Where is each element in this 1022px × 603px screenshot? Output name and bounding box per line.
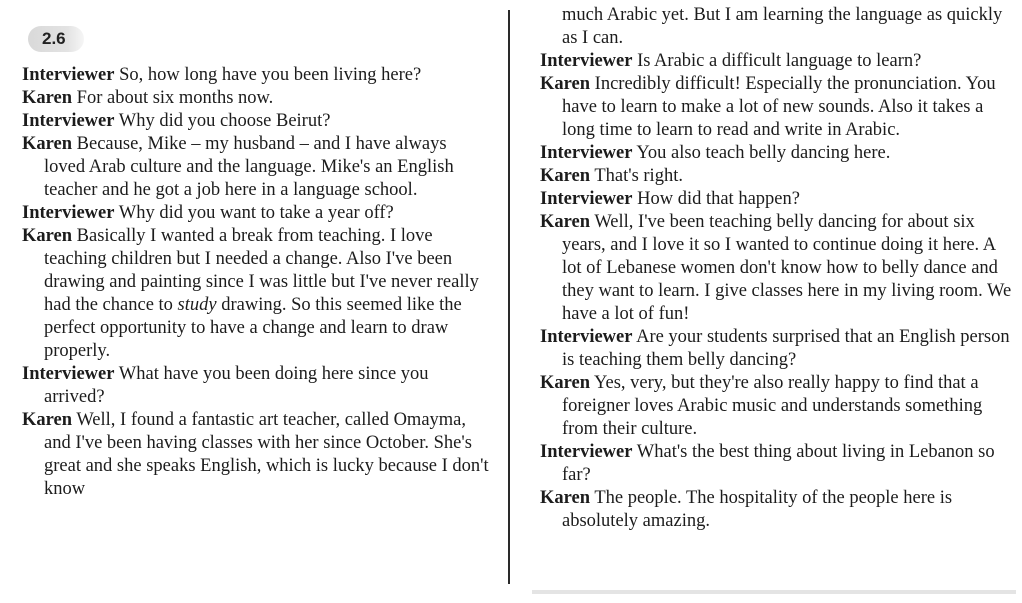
dialogue-text: Yes, very, but they're also really happy to find that a foreigner loves Arabic music and understands something from their culture. <box>562 373 983 439</box>
speaker-label: Interviewer <box>540 189 633 209</box>
dialogue-turn <box>540 165 1016 188</box>
speaker-label: Karen <box>540 488 591 508</box>
section-number-badge: 2.6 <box>28 26 84 52</box>
speaker-label: Karen <box>22 226 73 246</box>
dialogue-text: What's the best thing about living in Lebanon so far? <box>562 442 995 485</box>
speaker-label: Karen <box>540 212 591 232</box>
speaker-label: Interviewer <box>540 442 633 462</box>
speaker-label: Interviewer <box>540 327 633 347</box>
dialogue-turn <box>22 133 492 202</box>
speaker-label: Karen <box>22 88 73 108</box>
dialogue-text: For about six months now. <box>76 88 274 108</box>
dialogue-text: Why did you choose Beirut? <box>118 111 331 131</box>
dialogue-turn <box>22 363 492 409</box>
dialogue-turn <box>540 73 1016 142</box>
column-divider <box>508 10 510 584</box>
bottom-rule <box>532 590 1016 594</box>
dialogue-turn <box>540 211 1016 326</box>
dialogue-text: So, how long have you been living here? <box>119 65 422 85</box>
dialogue-turn-continued <box>540 4 1016 50</box>
dialogue-turn <box>22 225 492 363</box>
speaker-label: Interviewer <box>540 51 633 71</box>
dialogue-turn <box>22 202 492 225</box>
speaker-label: Interviewer <box>22 65 115 85</box>
right-column <box>540 4 1016 533</box>
speaker-label: Interviewer <box>22 203 115 223</box>
dialogue-text: Incredibly difficult! Especially the pronunciation. You have to learn to make a lot of new sounds. Also it takes a long time to learn to read and write in Arabic. <box>562 74 996 140</box>
dialogue-turn <box>540 142 1016 165</box>
speaker-label: Karen <box>540 166 591 186</box>
speaker-label: Interviewer <box>540 143 633 163</box>
dialogue-text: Because, Mike – my husband – and I have always loved Arab culture and the language. Mike's an English teacher and he got a job here in a language school. <box>44 134 454 200</box>
dialogue-turn <box>540 441 1016 487</box>
dialogue-text: Well, I found a fantastic art teacher, called Omayma, and I've been having classes with her since October. She's great and she speaks English, which is lucky because I don't know <box>44 410 489 499</box>
dialogue-text: That's right. <box>594 166 683 186</box>
dialogue-text: Well, I've been teaching belly dancing for about six years, and I love it so I wanted to continue doing it here. A lot of Lebanese women don't know how to belly dance and they want to learn. I give classes here in my living room. We have a lot of fun! <box>562 212 1012 324</box>
dialogue-turn <box>22 64 492 87</box>
emphasized-word: study <box>177 295 217 315</box>
speaker-label: Karen <box>22 410 73 430</box>
dialogue-text: much Arabic yet. But I am learning the language as quickly as I can. <box>562 5 1003 48</box>
dialogue-text: Basically I wanted a break from teaching. I love teaching children but I needed a change. Also I've been drawing and painting since I was little but I've never really had the chance to <box>44 226 479 315</box>
dialogue-text: Are your students surprised that an English person is teaching them belly dancing? <box>562 327 1010 370</box>
dialogue-turn <box>22 87 492 110</box>
dialogue-turn <box>540 50 1016 73</box>
left-column <box>22 0 492 501</box>
dialogue-text: The people. The hospitality of the people here is absolutely amazing. <box>562 488 953 531</box>
dialogue-text: Why did you want to take a year off? <box>118 203 394 223</box>
dialogue-text: Is Arabic a difficult language to learn? <box>637 51 922 71</box>
speaker-label: Interviewer <box>22 111 115 131</box>
speaker-label: Interviewer <box>22 364 115 384</box>
dialogue-text: How did that happen? <box>637 189 800 209</box>
dialogue-turn <box>22 409 492 501</box>
dialogue-turn <box>22 110 492 133</box>
dialogue-text: What have you been doing here since you arrived? <box>44 364 429 407</box>
speaker-label: Karen <box>22 134 73 154</box>
dialogue-turn <box>540 326 1016 372</box>
speaker-label: Karen <box>540 373 591 393</box>
dialogue-text: You also teach belly dancing here. <box>636 143 891 163</box>
dialogue-turn <box>540 487 1016 533</box>
dialogue-text: drawing. So this seemed like the perfect opportunity to have a change and learn to draw properly. <box>44 295 462 361</box>
dialogue-turn <box>540 372 1016 441</box>
dialogue-turn <box>540 188 1016 211</box>
speaker-label: Karen <box>540 74 591 94</box>
